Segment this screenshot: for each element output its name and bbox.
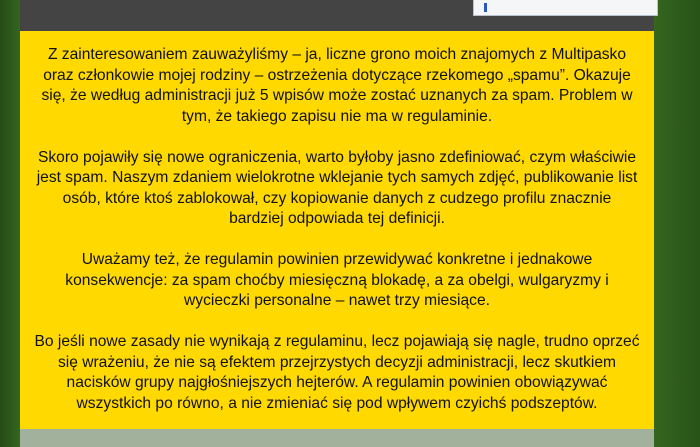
post-paragraph-3: Uważamy też, że regulamin powinien przewidywać konkretne i jednakowe konsekwencje: za spam choćby miesięczną blokadę, a za obelgi, wulgaryzmy i wycieczki personalne – nawet trzy miesiące. (65, 251, 609, 309)
post-paragraph-1: Z zainteresowaniem zauważyliśmy – ja, liczne grono moich znajomych z Multipasko oraz członkowie mojej rodziny – ostrzeżenia dotyczące rzekomego „spamu”. Okazuje się, że według administracji już 5 wpisów może zostać uznanych za spam. Problem w tym, że takiego zapisu nie ma w regulaminie. (41, 46, 633, 125)
left-background-border (0, 0, 20, 447)
post-paragraph-2: Skoro pojawiły się nowe ograniczenia, warto byłoby jasno zdefiniować, czym właściwie jest spam. Naszym zdaniem wielokrotne wklejanie tych samych zdjęć, publikowanie list osób, które ktoś zablokował, czy kopiowanie danych z cudzego profilu znacznie bardziej odpowiada tej definicji. (36, 148, 638, 227)
right-background-border (654, 0, 700, 447)
text-input-field[interactable] (473, 0, 658, 16)
input-cursor (484, 3, 487, 12)
footer-bar (20, 429, 654, 447)
header-bar (20, 0, 654, 31)
post-content (20, 31, 654, 429)
post-paragraph-4: Bo jeśli nowe zasady nie wynikają z regulaminu, lecz pojawiają się nagle, trudno oprzeć się wrażeniu, że nie są efektem przejrzystych decyzji administracji, lecz skutkiem nacisków grupy najgłośniejszych hejterów. A regulamin powinien obowiązywać wszystkich po równo, a nie zmieniać się pod wpływem czyichś podszeptów. (34, 333, 640, 412)
